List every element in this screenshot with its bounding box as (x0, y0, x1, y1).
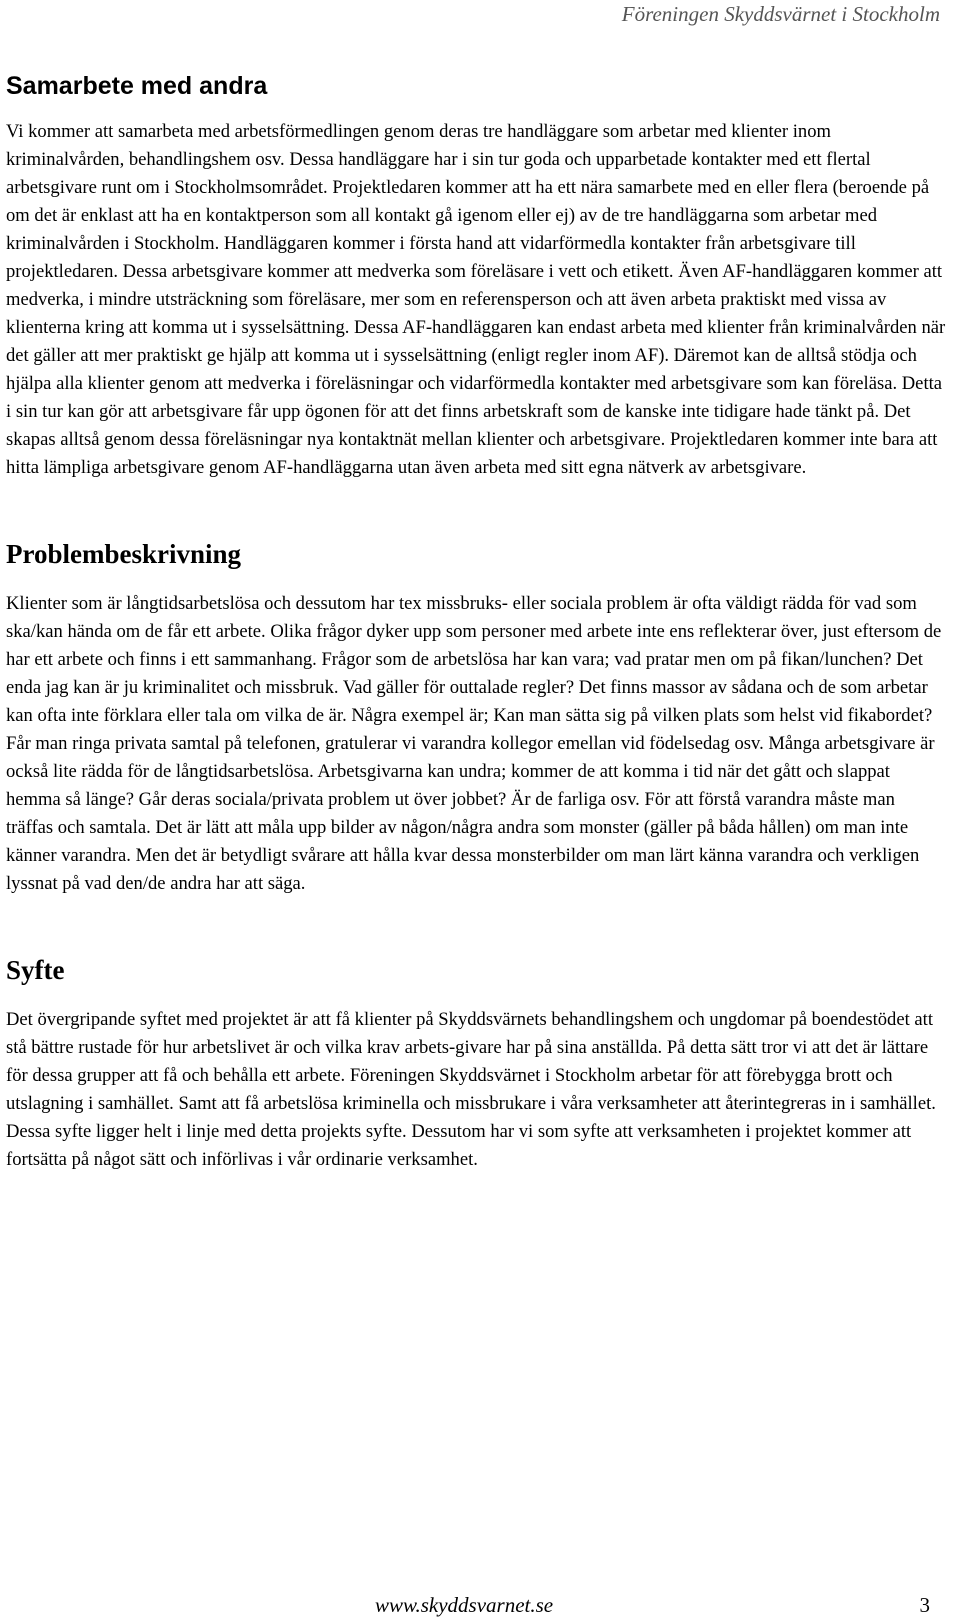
page-number: 3 (919, 1593, 930, 1617)
section-title-samarbete: Samarbete med andra (6, 72, 268, 100)
section-title-syfte: Syfte (6, 955, 65, 985)
section-body-problembeskrivning: Klienter som är långtidsarbetslösa och dessutom har tex missbruks- eller sociala problem är ofta väldigt rädda för vad som ska/kan hända om de får ett arbete. Olika frågor dyker upp som personer med arbete inte ens reflekterar över, just eftersom de har ett arbete och finns i ett sammanhang. Frågor som de arbetslösa har kan vara; vad pratar men om på fikan/lunchen? Det enda jag kan är ju kriminalitet och missbruk. Vad gäller för outtalade regler? Det finns massor av sådana och de som arbetar kan ofta inte förklara eller tala om vilka de är. Några exempel är; Kan man sätta sig på vilken plats som helst vid fikabordet? Får man ringa privata samtal på telefonen, gratulerar vi varandra kollegor emellan vid födelsedag osv. Många arbetsgivare är också lite rädda för de långtidsarbetslösa. Arbetsgivarna kan undra; kommer de att komma i tid när det gått och slappat hemma så länge? Går deras sociala/privata problem ut över jobbet? Är de farliga osv. För att förstå varandra måste man träffas och samtala. Det är lätt att måla upp bilder av någon/några andra som monster (gäller på båda hållen) om man inte känner varandra. Men det är betydligt svårare att hålla kvar dessa monsterbilder om man lärt känna varandra och verkligen lyssnat på vad den/de andra har att säga. (6, 593, 942, 894)
section-body-syfte: Det övergripande syftet med projektet är att få klienter på Skyddsvärnets behandlingshem och ungdomar på boendestödet att stå bättre rustade för hur arbetslivet är och vilka krav arbets-givare har på sina anställda. På detta sätt tror vi att det är lättare för dessa grupper att få och behålla ett arbete. Föreningen Skyddsvärnet i Stockholm arbetar för att förebygga brott och utslagning i samhället. Samt att få arbetslösa kriminella och missbrukare i våra verksamheter att återintegreras in i samhället. Dessa syfte ligger helt i linje med detta projekts syfte. Dessutom har vi som syfte att verksamheten i projektet kommer att fortsätta på något sätt och införlivas i vår ordinarie verksamhet. (6, 1009, 936, 1170)
document-body (6, 70, 946, 1174)
footer-url[interactable]: www.skyddsvarnet.se (375, 1593, 554, 1617)
running-header: Föreningen Skyddsvärnet i Stockholm (621, 2, 940, 26)
section-body-samarbete: Vi kommer att samarbeta med arbetsförmedlingen genom deras tre handläggare som arbetar med klienter inom kriminalvården, behandlingshem osv. Dessa handläggare har i sin tur goda och upparbetade kontakter med ett flertal arbetsgivare runt om i Stockholmsområdet. Projektledaren kommer att ha ett nära samarbete med en eller flera (beroende på om det är enklast att ha en kontaktperson som all kontakt gå igenom eller ej) av de tre handläggarna som arbetar med kriminalvården i Stockholm. Handläggaren kommer i första hand att vidarförmedla kontakter från arbetsgivare till projektledaren. Dessa arbetsgivare kommer att medverka som föreläsare i vett och etikett. Även AF-handläggaren kommer att medverka, i mindre utsträckning som föreläsare, mer som en referensperson och att även arbeta praktiskt med vissa av klienterna kring att komma ut i sysselsättning. Dessa AF-handläggaren kan endast arbeta med klienter från kriminalvården när det gäller att mer praktiskt ge hjälp att komma ut i sysselsättning (enligt regler inom AF). Däremot kan de alltså stödja och hjälpa alla klienter genom att medverka i föreläsningar och vidarförmedla kontakter med arbetsgivare som kan föreläsa. Detta i sin tur kan gör att arbetsgivare får upp ögonen för att det finns arbetskraft som de kanske inte tidigare hade tänkt på. Det skapas alltså genom dessa föreläsningar nya kontaktnät mellan klienter och arbetsgivare. Projektledaren kommer inte bara att hitta lämpliga arbetsgivare genom AF-handläggarna utan även arbeta med sitt egna nätverk av arbetsgivare. (6, 121, 946, 478)
page-footer (0, 1590, 960, 1624)
section-title-problembeskrivning: Problembeskrivning (6, 539, 242, 569)
